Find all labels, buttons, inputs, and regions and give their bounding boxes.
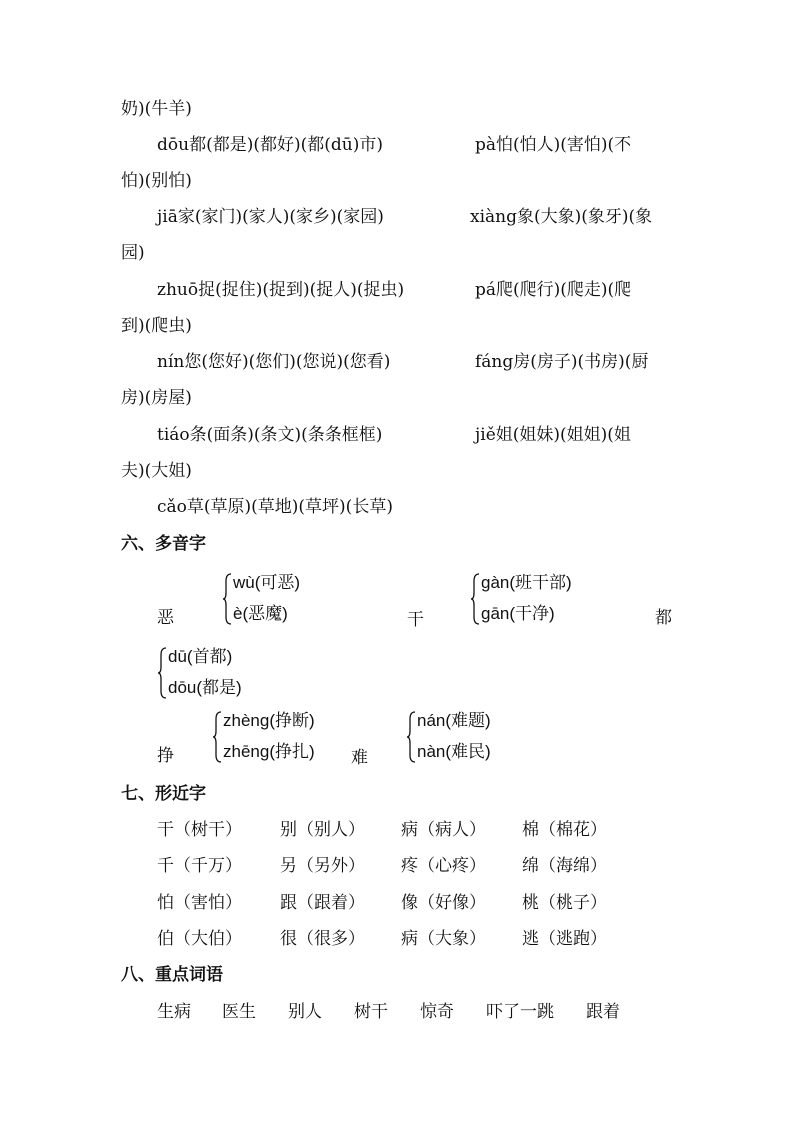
polyphone-char: 恶 bbox=[157, 608, 174, 628]
similar-char-item: 跟（跟着） bbox=[280, 893, 365, 913]
similar-char-item: 像（好像） bbox=[401, 893, 486, 913]
word-entry: tiáo条(面条)(条文)(条条框框) bbox=[157, 425, 383, 445]
key-word: 惊奇 bbox=[420, 1002, 454, 1022]
pinyin-reading: zhèng(挣断) bbox=[223, 711, 315, 730]
word-entry: fáng房(房子)(书房)(厨 bbox=[475, 352, 649, 372]
text-line: 到)(爬虫) bbox=[121, 316, 192, 336]
text-line: 奶)(牛羊) bbox=[121, 99, 192, 119]
brace-icon bbox=[406, 711, 416, 763]
pinyin-reading: è(恶魔) bbox=[233, 604, 288, 623]
pinyin-reading: gān(干净) bbox=[481, 604, 555, 623]
polyphone-char: 挣 bbox=[157, 746, 174, 766]
polyphone-char: 都 bbox=[655, 608, 672, 628]
similar-char-item: 病（病人） bbox=[401, 820, 486, 840]
polyphone-char: 难 bbox=[351, 748, 368, 768]
brace-icon bbox=[222, 573, 232, 625]
similar-char-item: 干（树干） bbox=[157, 820, 242, 840]
word-entry: xiàng象(大象)(象牙)(象 bbox=[470, 207, 653, 227]
pinyin-reading: zhēng(挣扎) bbox=[223, 742, 315, 761]
key-word: 医生 bbox=[222, 1002, 256, 1022]
pinyin-reading: dū(首都) bbox=[168, 647, 233, 666]
similar-char-item: 桃（桃子） bbox=[522, 893, 607, 913]
key-word: 别人 bbox=[288, 1002, 322, 1022]
text-line: 园) bbox=[121, 243, 145, 263]
similar-char-item: 另（另外） bbox=[280, 856, 365, 876]
key-word: 树干 bbox=[354, 1002, 388, 1022]
pinyin-reading: dōu(都是) bbox=[168, 678, 242, 697]
text-line: 房)(房屋) bbox=[121, 388, 192, 408]
similar-char-item: 逃（逃跑） bbox=[522, 929, 607, 949]
text-line: 夫)(大姐) bbox=[121, 461, 192, 481]
similar-char-item: 很（很多） bbox=[280, 929, 365, 949]
brace-icon bbox=[470, 573, 480, 625]
word-entry: dōu都(都是)(都好)(都(dū)市) bbox=[157, 135, 383, 155]
key-word: 跟着 bbox=[586, 1002, 620, 1022]
similar-char-item: 别（别人） bbox=[280, 820, 365, 840]
similar-char-item: 棉（棉花） bbox=[522, 820, 607, 840]
similar-char-item: 怕（害怕） bbox=[157, 893, 242, 913]
section-heading: 六、多音字 bbox=[121, 534, 206, 554]
word-entry: nín您(您好)(您们)(您说)(您看) bbox=[157, 352, 391, 372]
similar-char-item: 千（千万） bbox=[157, 856, 242, 876]
key-word: 吓了一跳 bbox=[486, 1002, 554, 1022]
pinyin-reading: nán(难题) bbox=[417, 711, 491, 730]
section-heading: 八、重点词语 bbox=[121, 965, 223, 985]
word-entry: pá爬(爬行)(爬走)(爬 bbox=[475, 280, 632, 300]
similar-char-item: 病（大象） bbox=[401, 929, 486, 949]
brace-icon bbox=[212, 711, 222, 763]
similar-char-item: 伯（大伯） bbox=[157, 929, 242, 949]
similar-char-item: 疼（心疼） bbox=[401, 856, 486, 876]
text-line: 怕)(别怕) bbox=[121, 171, 192, 191]
word-entry: zhuō捉(捉住)(捉到)(捉人)(捉虫) bbox=[157, 280, 405, 300]
pinyin-reading: wù(可恶) bbox=[233, 573, 301, 592]
brace-icon bbox=[157, 647, 167, 699]
word-entry: jiā家(家门)(家人)(家乡)(家园) bbox=[157, 207, 384, 227]
similar-char-item: 绵（海绵） bbox=[522, 856, 607, 876]
word-entry: cǎo草(草原)(草地)(草坪)(长草) bbox=[157, 497, 393, 517]
word-entry: jiě姐(姐妹)(姐姐)(姐 bbox=[475, 425, 631, 445]
word-entry: pà怕(怕人)(害怕)(不 bbox=[475, 135, 632, 155]
pinyin-reading: gàn(班干部) bbox=[481, 573, 572, 592]
pinyin-reading: nàn(难民) bbox=[417, 742, 491, 761]
section-heading: 七、形近字 bbox=[121, 784, 206, 804]
polyphone-char: 干 bbox=[407, 610, 424, 630]
key-word: 生病 bbox=[157, 1002, 191, 1022]
